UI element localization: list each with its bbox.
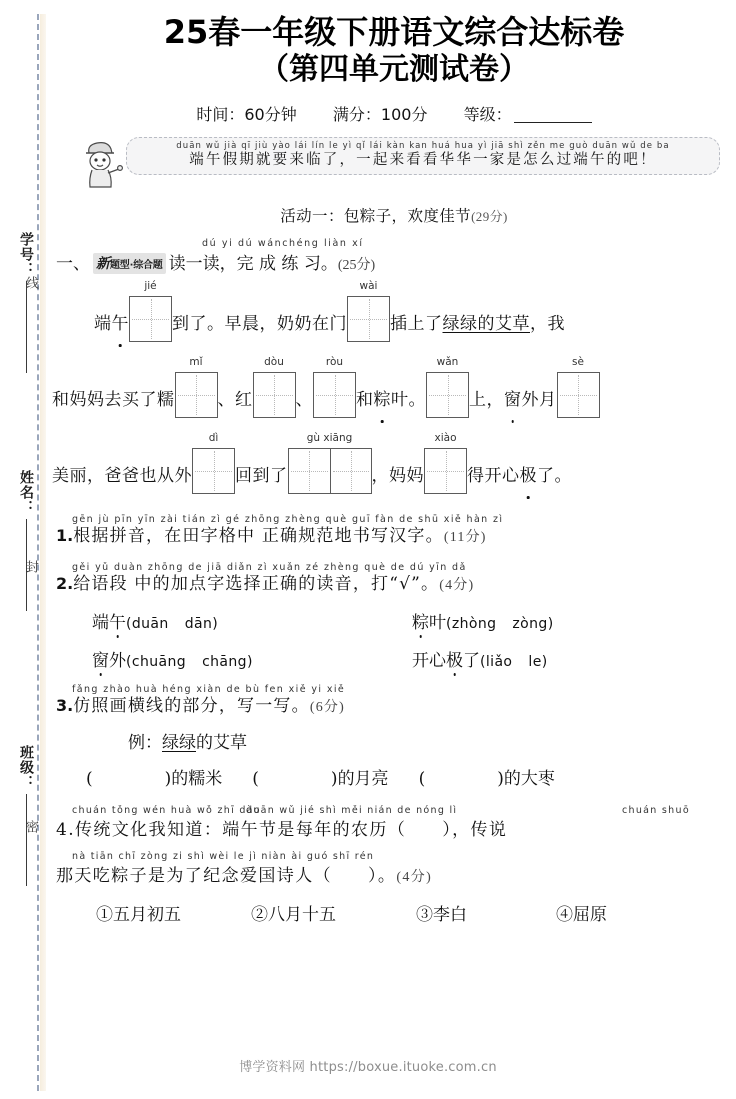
passage-text: 和 (356, 389, 374, 410)
bracket-tail: 的糯米 (171, 768, 223, 789)
question-1-index: 一、 (56, 253, 90, 274)
tianzige-pinyin: jié (144, 279, 157, 292)
choice-word-pre: 开心 (412, 650, 446, 671)
tianzige-wai[interactable] (347, 279, 390, 342)
passage-line-3 (52, 426, 736, 502)
seal-char-mi: 密 (23, 820, 38, 833)
subquestion-4-pinyin-line2: nà tiān chī zòng zi shì wèi le jì niàn ài guó shī rén (72, 850, 375, 862)
subquestion-3 (52, 684, 736, 720)
passage-text: ，我 (530, 313, 565, 334)
subquestion-4-pinyin-b: duān wǔ jié shì měi nián de nóng lì (246, 804, 458, 816)
activity-points: (29分) (471, 208, 508, 224)
option-1[interactable] (96, 900, 251, 925)
tianzige-cell[interactable] (425, 449, 466, 493)
activity-heading (52, 204, 736, 226)
tianzige-xiao[interactable] (424, 431, 467, 494)
choice-dotted-char: 午 (109, 608, 126, 633)
passage-text: 美丽，爸爸也从外 (52, 465, 192, 486)
fill-bracket-row (52, 764, 736, 789)
subquestion-1-text: 根据拼音，在田字格中 正确规范地书写汉字。 (73, 526, 444, 547)
option-marker: ④ (556, 904, 573, 925)
dotted-char-chuang: 窗 (504, 392, 522, 418)
passage-text: ，妈妈 (371, 465, 424, 486)
subquestion-2-pinyin: gěi yǔ duàn zhōng de jiā diǎn zì xuǎn zé zhèng què de dú yīn dǎ (72, 561, 467, 573)
bracket-close: ) (330, 768, 338, 789)
dotted-char-wu: 午 (112, 316, 130, 342)
tianzige-cell[interactable] (330, 449, 371, 493)
new-question-type-badge (93, 253, 166, 274)
activity-heading-text: 活动一：包粽子，欢度佳节 (280, 206, 472, 225)
option-label: 李白 (433, 904, 467, 925)
passage-text: 外月 (521, 389, 557, 410)
dotted-char-ji: 极 (520, 468, 538, 494)
seal-dashed-line (37, 14, 39, 1091)
meta-time: 时间：60分钟 (196, 104, 297, 124)
mascot-boy-icon (81, 138, 123, 188)
subquestion-2-points: (4分) (439, 578, 475, 594)
bracket-tail: 的大枣 (503, 768, 555, 789)
question-1-text: 读一读，完 成 练 习。 (168, 253, 338, 274)
exam-paper-body (52, 0, 736, 1099)
example-rest: 的艾草 (196, 732, 247, 753)
passage-line-2 (52, 350, 736, 426)
choice-option-a[interactable]: liǎo (485, 653, 513, 670)
subquestion-2-text: 给语段 中的加点字选择正确的读音，打“√”。 (73, 574, 440, 595)
choice-row (92, 646, 736, 671)
example-line (52, 728, 736, 753)
passage-text: 叶。 (391, 389, 426, 410)
exam-meta-row (52, 102, 736, 125)
seal-rule-class (26, 794, 27, 886)
question-1-title-line (56, 249, 375, 274)
choice-dotted-char: 粽 (412, 608, 429, 633)
subquestion-4-text-a: 传统文化我知道：端午节是每年的农历（ (75, 819, 407, 840)
choice-option-a[interactable]: chuāng (131, 653, 187, 670)
subquestion-4-pinyin-a: chuán tǒng wén huà wǒ zhī dào (72, 804, 261, 816)
choice-row (92, 608, 736, 633)
passage-line-1 (52, 274, 736, 350)
subquestion-4-pinyin-c: chuán shuō (622, 804, 690, 816)
subquestion-3-points: (6分) (309, 700, 345, 716)
bracket-open: ( (252, 768, 259, 789)
subquestion-3-pinyin: fǎng zhào huà héng xiàn de bù fen xiě yi xiě (72, 683, 346, 695)
option-label: 五月初五 (113, 904, 181, 925)
bracket-open: ( (418, 768, 426, 789)
seal-rule-student-number (26, 281, 27, 373)
tianzige-guxiang[interactable] (288, 431, 372, 494)
seal-label-class: 班级： (18, 745, 34, 790)
page-title-line2: （第四单元测试卷） (259, 52, 529, 88)
choice-word-post: 了 (463, 650, 480, 671)
seal-field-student-number (2, 232, 36, 373)
choice-option-b[interactable]: le (528, 653, 542, 670)
dotted-char-zong: 粽 (374, 392, 392, 418)
option-2[interactable] (251, 900, 416, 925)
seal-label-student-number: 学号： (18, 232, 34, 277)
subquestion-2-text-line (56, 573, 736, 595)
tianzige-pinyin: wài (359, 279, 378, 292)
choice-word-post: 外 (109, 650, 126, 671)
tianzige-cell[interactable] (130, 297, 171, 341)
option-marker: ③ (416, 904, 433, 925)
option-label: 屈原 (573, 904, 607, 925)
example-underlined: 绿绿 (162, 732, 196, 753)
tianzige-pinyin: wǎn (436, 355, 459, 368)
tianzige-jie[interactable] (129, 279, 172, 342)
choice-option-a[interactable]: duān (131, 615, 169, 632)
grade-blank-rule[interactable] (514, 122, 592, 123)
subquestion-1-number: 1. (56, 526, 74, 546)
seal-char-feng: 封 (23, 560, 38, 573)
intro-pinyin: duān wǔ jià qī jiù yào lái lín le yì qǐ lái kàn kan huá hua yì jiā shì zěn me guò duān wǔ de ba (176, 140, 670, 151)
subquestion-4-text-line-2 (56, 865, 736, 887)
passage-text: 了。 (537, 465, 572, 486)
choice-item-duanwu[interactable]: 端午(duān dān) (92, 608, 412, 633)
choice-dotted-char: 窗 (92, 646, 109, 671)
passage-text: 上， (469, 389, 504, 410)
subquestion-4-pinyin-row-1 (56, 805, 736, 819)
passage-text: 、红 (217, 389, 253, 410)
meta-grade-label: 等级： (463, 104, 512, 124)
tianzige-rou[interactable] (313, 355, 356, 418)
subquestion-4-points: (4分) (396, 869, 433, 885)
subquestion-2-number: 2. (56, 574, 74, 594)
intro-hanzi: 端午假期就要来临了，一起来看看华华一家是怎么过端午的吧！ (189, 151, 657, 168)
subquestion-3-text-line (56, 695, 736, 717)
option-marker: ② (251, 904, 268, 925)
choice-item-kaixinjile[interactable]: 开心极了(liǎo le) (412, 646, 548, 671)
choice-dotted-char: 极 (446, 646, 463, 671)
tianzige-cell[interactable] (558, 373, 599, 417)
passage-text: 插上了 (390, 313, 443, 334)
subquestion-1-pinyin: gēn jù pīn yīn zài tián zì gé zhōng zhèng què guī fàn de shū xiě hàn zì (72, 513, 504, 525)
example-label: 例： (128, 732, 162, 753)
footer-watermark (0, 1056, 736, 1075)
tianzige-pinyin: dòu (264, 355, 284, 368)
badge-type-label: 题型·综合题 (110, 259, 163, 271)
seal-binding-strip (0, 0, 52, 1099)
tianzige-wan[interactable] (426, 355, 469, 418)
subquestion-1 (52, 514, 736, 550)
choice-option-b[interactable]: zòng (512, 615, 548, 632)
bracket-close: ) (164, 768, 172, 789)
passage-text: 、 (295, 389, 313, 410)
answer-options-row (52, 900, 736, 925)
passage-underlined-phrase: 绿绿的艾草 (442, 313, 530, 334)
pinyin-choice-grid (52, 608, 736, 671)
tianzige-pinyin: ròu (325, 355, 344, 368)
badge-new-char: 新 (96, 255, 110, 272)
seal-tint-band (40, 14, 46, 1091)
intro-speech-bubble (126, 137, 720, 175)
passage-text: 回到了 (235, 465, 288, 486)
subquestion-1-points: (11分) (443, 530, 487, 546)
choice-word-pre: 端 (92, 612, 109, 633)
choice-item-zongye[interactable]: 粽叶(zhòng zòng) (412, 608, 554, 633)
seal-field-student-name (2, 470, 36, 611)
seal-field-class (2, 745, 36, 886)
bracket-open: ( (86, 768, 93, 789)
passage-text: 和妈妈去买了糯 (52, 389, 175, 410)
option-4[interactable] (556, 900, 607, 925)
tianzige-cell[interactable] (289, 449, 330, 493)
tianzige-pinyin: gù xiāng (306, 431, 353, 444)
subquestion-4-pinyin-row-2 (56, 851, 736, 865)
bracket-tail: 的月亮 (337, 768, 389, 789)
option-label: 八月十五 (268, 904, 336, 925)
tianzige-dou[interactable] (253, 355, 296, 418)
subquestion-2 (52, 562, 736, 598)
question-1-header (52, 237, 736, 274)
tianzige-cell[interactable] (176, 373, 217, 417)
passage-text: 得开心 (467, 465, 520, 486)
option-3[interactable] (416, 900, 556, 925)
tianzige-mi[interactable] (175, 355, 218, 418)
bracket-close: ) (497, 768, 504, 789)
choice-option-b[interactable]: dān (184, 615, 213, 632)
tianzige-pinyin: mǐ (189, 355, 203, 368)
tianzige-cell[interactable] (348, 297, 389, 341)
seal-char-xian: 线 (23, 276, 38, 289)
option-marker: ① (96, 904, 113, 925)
tianzige-pinyin: dì (208, 431, 219, 444)
passage-text: 端 (94, 313, 112, 334)
page-title-line1: 25春一年级下册语文综合达标卷 (163, 13, 625, 51)
tianzige-pinyin: sè (572, 355, 584, 368)
tianzige-cell[interactable] (427, 373, 468, 417)
subquestion-3-number: 3. (56, 696, 74, 716)
tianzige-cell[interactable] (193, 449, 234, 493)
tianzige-cell[interactable] (254, 373, 295, 417)
question-1-points: (25分) (337, 257, 376, 273)
question-1-pinyin: dú yi dú wánchéng liàn xí (202, 237, 364, 249)
subquestion-4-text-c: 那天吃粽子是为了纪念爱国诗人（ (56, 865, 332, 886)
tianzige-se[interactable] (557, 355, 600, 418)
choice-word-post: 叶 (429, 612, 446, 633)
footer-site-name: 博学资料网 (239, 1060, 306, 1075)
footer-url: https://boxue.ituoke.com.cn (309, 1060, 497, 1075)
subquestion-3-text: 仿照画横线的部分，写一写。 (73, 696, 310, 717)
subquestion-4-text-d: ）。 (368, 865, 397, 886)
choice-option-a[interactable]: zhòng (451, 615, 497, 632)
choice-item-chuangwai[interactable]: 窗外(chuāng chāng) (92, 646, 412, 671)
choice-option-b[interactable]: chāng (202, 653, 247, 670)
tianzige-di[interactable] (192, 431, 235, 494)
passage-text: 到了。早晨，奶奶在门 (172, 313, 347, 334)
subquestion-4 (52, 805, 736, 887)
subquestion-1-text-line (56, 525, 736, 547)
seal-label-student-name: 姓名： (18, 470, 34, 515)
meta-total-score: 满分：100分 (332, 104, 428, 124)
subquestion-4-text-b: ），传说 (442, 819, 508, 840)
tianzige-pinyin: xiào (434, 431, 457, 444)
subquestion-4-number: 4. (56, 819, 76, 840)
page-title (52, 0, 736, 89)
intro-row (52, 137, 736, 191)
tianzige-cell[interactable] (314, 373, 355, 417)
subquestion-4-text-line-1 (56, 819, 736, 841)
